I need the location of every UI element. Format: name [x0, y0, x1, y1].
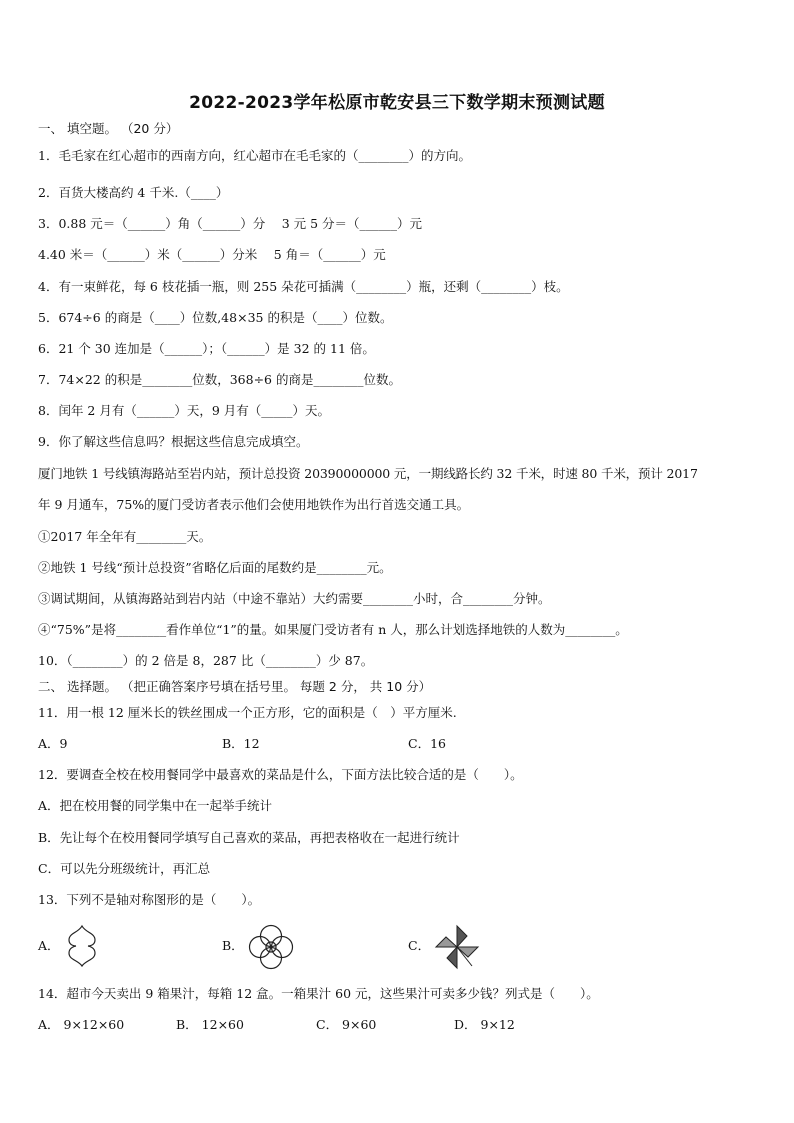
question-7: 7．74×22 的积是________位数，368÷6 的商是________位数。 [38, 372, 401, 387]
question-9: 9．你了解这些信息吗？根据这些信息完成填空。 [38, 434, 309, 449]
q11-option-a: A．9 [38, 736, 68, 751]
question-9-sub-3: ③调试期间，从镇海路站到岩内站（中途不靠站）大约需要________小时，合________分钟。 [38, 591, 551, 606]
q12-option-a: A．把在校用餐的同学集中在一起举手统计 [38, 798, 273, 813]
q12-option-b: B．先让每个在校用餐同学填写自己喜欢的菜品，再把表格收在一起进行统计 [38, 830, 460, 845]
question-9-sub-4: ④“75%”是将________看作单位“1”的量。如果厦门受访者有 n 人，那么计划选择地铁的人数为________。 [38, 622, 628, 637]
question-4: 4．有一束鲜花，每 6 枝花插一瓶，则 255 朵花可插满（________）瓶，还剩（________）枝。 [38, 279, 569, 294]
question-8: 8．闰年 2 月有（______）天，9 月有（_____）天。 [38, 403, 331, 418]
symmetric-shape-icon [64, 924, 100, 968]
q13-option-c-label: C． [408, 938, 431, 953]
q14-option-c: C． 9×60 [316, 1017, 377, 1032]
question-9-passage-1: 厦门地铁 1 号线镇海路站至岩内站，预计总投资 20390000000 元，一期线路长约 32 千米，时速 80 千米，预计 2017 [38, 466, 698, 481]
flower-shape-icon [246, 922, 296, 972]
question-9-passage-2: 年 9 月通车，75%的厦门受访者表示他们会使用地铁作为出行首选交通工具。 [38, 497, 470, 512]
question-1: 1．毛毛家在红心超市的西南方向，红心超市在毛毛家的（________）的方向。 [38, 148, 471, 163]
question-13: 13．下列不是轴对称图形的是（ ）。 [38, 892, 261, 907]
page-title: 2022-2023学年松原市乾安县三下数学期末预测试题 [189, 93, 605, 113]
question-5: 5．674÷6 的商是（____）位数,48×35 的积是（____）位数。 [38, 310, 393, 325]
q13-option-b-label: B． [222, 938, 244, 953]
question-14: 14．超市今天卖出 9 箱果汁，每箱 12 盒。一箱果汁 60 元，这些果汁可卖多少钱？列式是（ ）。 [38, 986, 599, 1001]
question-9-sub-1: ①2017 年全年有________天。 [38, 529, 212, 544]
question-6: 6．21 个 30 连加是（______）；（______）是 32 的 11 倍。 [38, 341, 375, 356]
question-9-sub-2: ②地铁 1 号线“预计总投资”省略亿后面的尾数约是________元。 [38, 560, 392, 575]
question-3-line-1: 3．0.88 元＝（______）角（______）分 3 元 5 分＝（______）元 [38, 216, 423, 231]
section-2-heading: 二、 选择题。 （把正确答案序号填在括号里。 每题 2 分， 共 10 分） [38, 679, 432, 694]
question-11: 11．用一根 12 厘米长的铁丝围成一个正方形，它的面积是（ ）平方厘米. [38, 705, 457, 720]
question-2: 2．百货大楼高约 4 千米.（____） [38, 185, 229, 200]
q11-option-b: B．12 [222, 736, 260, 751]
q12-option-c: C．可以先分班级统计，再汇总 [38, 861, 211, 876]
q14-option-a: A． 9×12×60 [38, 1017, 125, 1032]
section-1-heading: 一、 填空题。 （20 分） [38, 121, 179, 136]
pinwheel-shape-icon [432, 922, 482, 972]
q13-option-a-label: A． [38, 938, 60, 953]
q11-option-c: C．16 [408, 736, 446, 751]
q14-option-b: B． 12×60 [176, 1017, 244, 1032]
q14-option-d: D． 9×12 [454, 1017, 515, 1032]
question-3-line-2: 4.40 米＝（______）米（______）分米 5 角＝（______）元 [38, 247, 386, 262]
question-12: 12．要调查全校在校用餐同学中最喜欢的菜品是什么，下面方法比较合适的是（ ）。 [38, 767, 523, 782]
question-10: 10．（________）的 2 倍是 8，287 比（________）少 87。 [38, 653, 374, 668]
